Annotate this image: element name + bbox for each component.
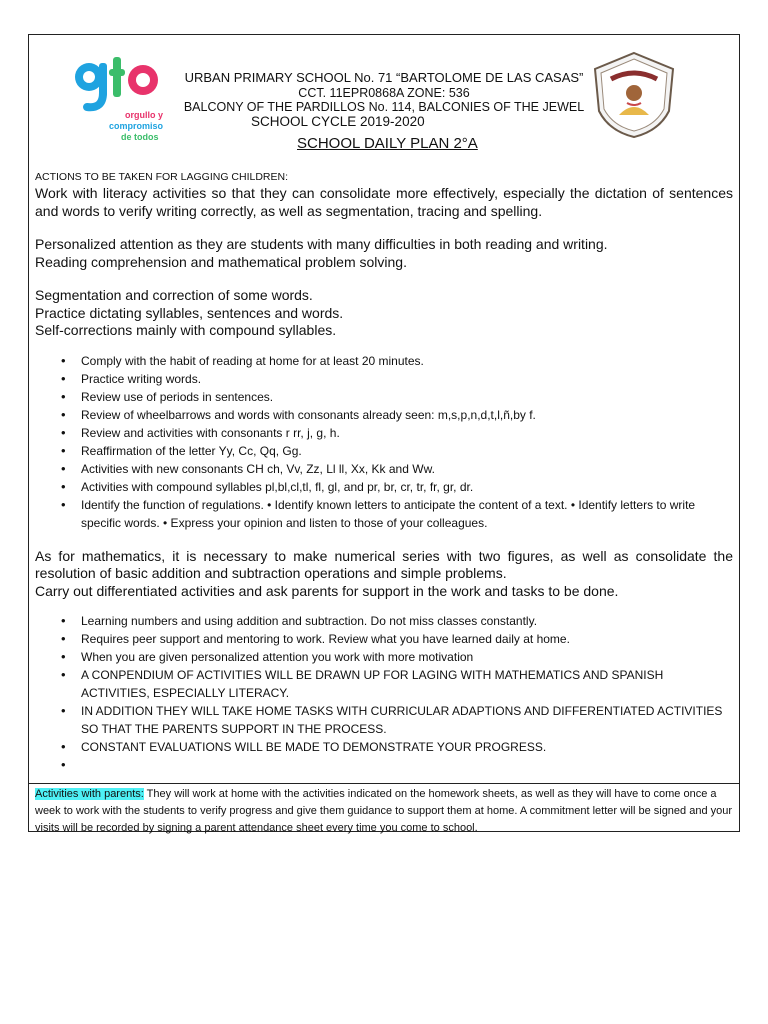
logo-tagline-1: orgullo y [125,110,163,120]
math-bullet-list [35,612,733,756]
school-cycle: SCHOOL CYCLE 2019-2020 [251,113,425,129]
list-item: • A CONPENDIUM OF ACTIVITIES WILL BE DRAWN UP FOR LAGING WITH MATHEMATICS AND SPANISH ACTIVITIES, ESPECIALLY LITERACY. [81,666,733,702]
list-item: • Comply with the habit of reading at home for at least 20 minutes. [81,352,733,370]
paragraph-self-corrections: Self-corrections mainly with compound syllables. [35,322,337,338]
literacy-bullet-list [35,352,733,532]
list-item: • CONSTANT EVALUATIONS WILL BE MADE TO DEMONSTRATE YOUR PROGRESS. [81,738,733,756]
school-info [179,71,589,129]
parents-label: Activities with parents: [35,788,144,800]
school-name: URBAN PRIMARY SCHOOL No. 71 “BARTOLOME DE LAS CASAS” [184,70,584,85]
school-seal-icon [589,49,679,139]
list-item: • Activities with new consonants CH ch, Vv, Zz, Ll ll, Xx, Kk and Ww. [81,460,733,478]
list-item: • Learning numbers and using addition and subtraction. Do not miss classes constantly. [81,612,733,630]
document-page [28,34,740,832]
paragraph-attention: Personalized attention as they are students with many difficulties in both reading and writing. [35,236,608,252]
list-item: • Review of wheelbarrows and words with consonants already seen: m,s,p,n,d,t,l,ñ,by f. [81,406,733,424]
paragraph-mathematics: As for mathematics, it is necessary to make numerical series with two figures, as well as consolidate the resolution of basic addition and subtraction operations and simple problems. [35,547,733,581]
paragraph-differentiated: Carry out differentiated activities and ask parents for support in the work and tasks to be done. [35,582,619,599]
list-item: • When you are given personalized attention you work with more motivation [81,648,733,666]
parents-text: They will work at home with the activities indicated on the homework sheets, as well as they will have to come once a week to work with the students to verify progress and give them guidance to support them at home. A commitment letter will be signed and your visits will be recorded by signing a parent attendance sheet every time you come to school. [35,788,733,834]
list-item: • Review use of periods in sentences. [81,388,733,406]
paragraph-segmentation: Segmentation and correction of some words. [35,287,313,303]
list-item: • Practice writing words. [81,370,733,388]
list-item: • Reaffirmation of the letter Yy, Cc, Qq, Gg. [81,442,733,460]
paragraph-comprehension: Reading comprehension and mathematical problem solving. [35,253,407,270]
list-item: • IN ADDITION THEY WILL TAKE HOME TASKS WITH CURRICULAR ADAPTIONS AND DIFFERENTIATED ACTIVITIES SO THAT THE PARENTS SUPPORT IN THE PROCESS. [81,702,733,738]
school-cct: CCT. 11EPR0868A ZONE: 536 [298,85,470,100]
list-item: • Requires peer support and mentoring to work. Review what you have learned daily at home. [81,630,733,648]
list-item: • Identify the function of regulations. • Identify known letters to anticipate the content of a text. • Identify letters to write specific words. • Express your opinion and listen to those of your colleagues. [81,496,733,532]
logo-tagline-3: de todos [121,132,159,142]
actions-heading: ACTIONS TO BE TAKEN FOR LAGGING CHILDREN: [35,171,289,183]
document-body [35,171,733,756]
document-header [29,35,739,165]
parents-activities [29,783,739,837]
school-address: BALCONY OF THE PARDILLOS No. 114, BALCONIES OF THE JEWEL [183,100,585,114]
list-item: • Review and activities with consonants r rr, j, g, h. [81,424,733,442]
gto-logo-icon [71,53,171,145]
paragraph-dictation: Practice dictating syllables, sentences and words. [35,304,344,321]
logo-tagline-2: compromiso [109,121,164,131]
list-item: • Activities with compound syllables pl,bl,cl,tl, fl, gl, and pr, br, cr, tr, fr, gr, dr. [81,478,733,496]
plan-title: SCHOOL DAILY PLAN 2°A [297,135,478,152]
paragraph-literacy: Work with literacy activities so that they can consolidate more effectively, especially the dictation of sentences and words to verify writing correctly, as well as segmentation, tracing and spelling. [35,185,733,219]
